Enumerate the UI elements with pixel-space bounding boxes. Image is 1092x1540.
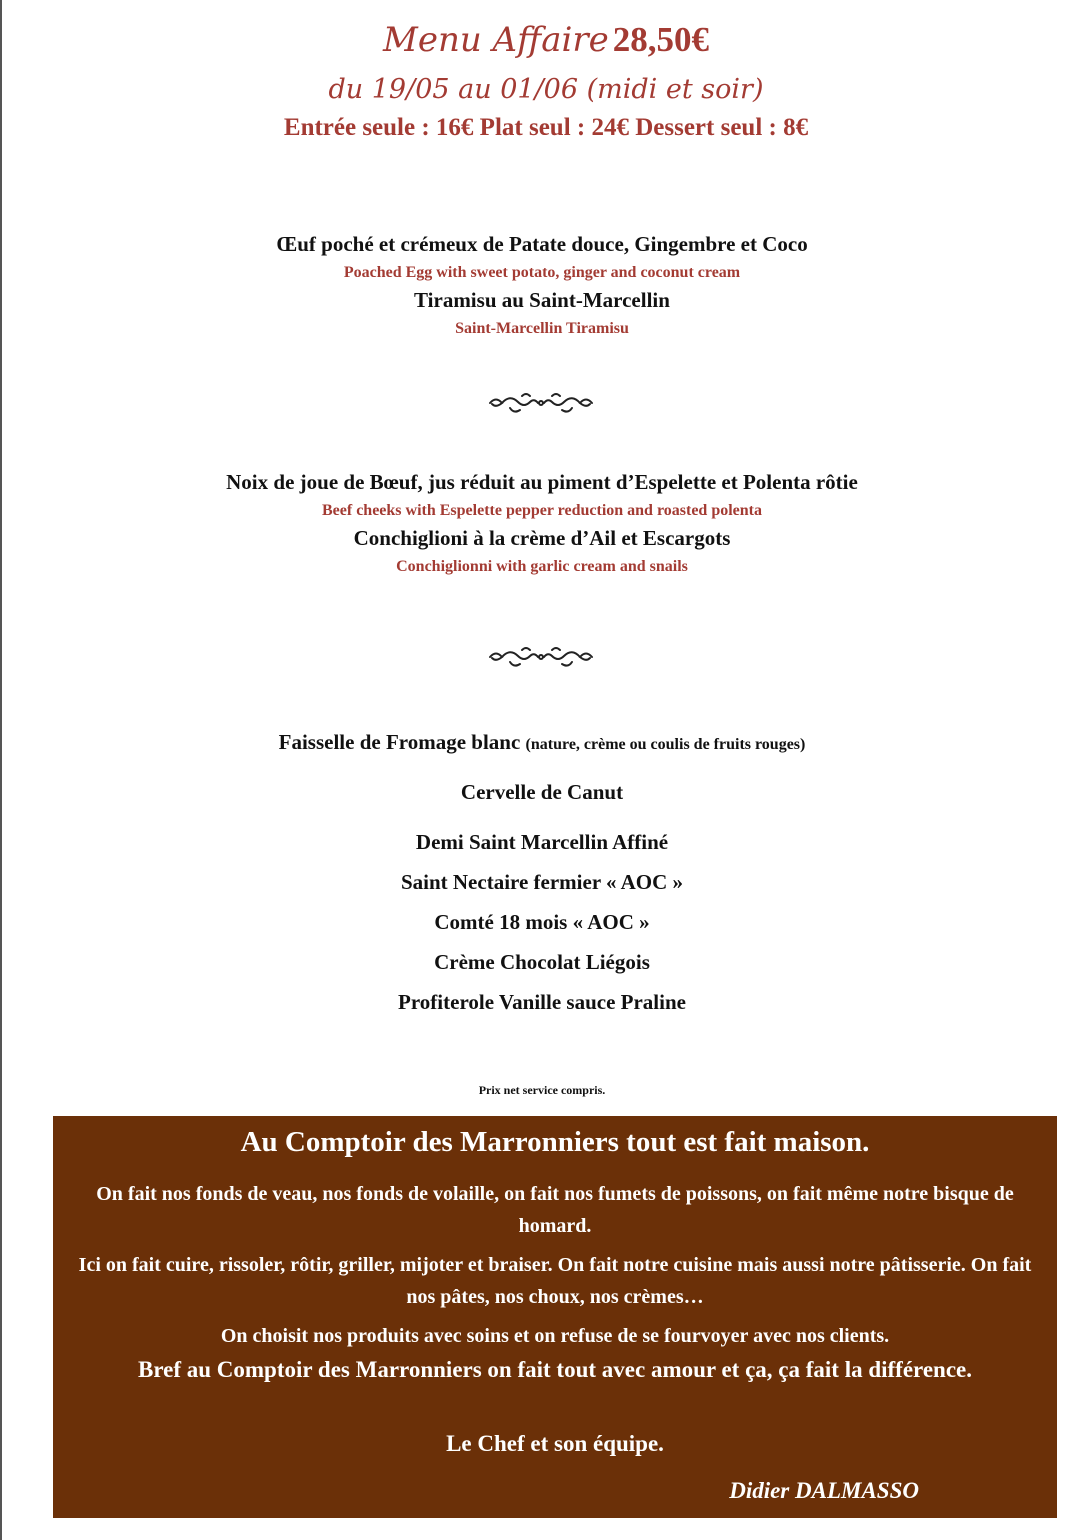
main-1-en: Beef cheeks with Espelette pepper reduction and roasted polenta [322,502,762,519]
dessert-item: Demi Saint Marcellin Affiné [415,830,669,854]
price-footnote: Prix net service compris. [478,1083,606,1097]
menu-title-script: Menu Affaire [383,20,609,60]
dessert-item: Saint Nectaire fermier « AOC » [400,870,684,894]
box-paragraph: On choisit nos produits avec soins et on refuse de se fourvoyer avec nos clients. [220,1325,890,1347]
box-paragraph: On fait nos fonds de veau, nos fonds de volaille, on fait nos fumets de poissons, on fait même notre bisque de homard. [96,1183,1014,1237]
dessert-item: Cervelle de Canut [460,780,624,804]
starter-1-en: Poached Egg with sweet potato, ginger and coconut cream [343,264,741,281]
dessert-faisselle [0,730,1084,755]
starter-2-fr: Tiramisu au Saint-Marcellin [414,288,670,312]
box-paragraph: Bref au Comptoir des Marronniers on fait tout avec amour et ça, ça fait la différence. [137,1357,973,1382]
box-chef-line: Le Chef et son équipe. [446,1431,664,1456]
ornament-divider-icon [486,642,596,672]
dessert-item: Comté 18 mois « AOC » [434,910,650,934]
box-paragraph: Ici on fait cuire, rissoler, rôtir, griller, mijoter et braiser. On fait notre cuisine mais aussi notre pâtisserie. On fait nos pâtes, nos choux, nos crèmes… [78,1254,1032,1308]
menu-title-price: 28,50€ [612,20,709,59]
dessert-item: Profiterole Vanille sauce Praline [398,990,686,1014]
ornament-divider-icon [486,388,596,418]
menu-prices-line: Entrée seule : 16€ Plat seul : 24€ Dessert seul : 8€ [283,114,809,141]
dessert-faisselle-label: Faisselle de Fromage blanc [278,730,521,754]
menu-dates: du 19/05 au 01/06 (midi et soir) [328,74,764,105]
dessert-faisselle-note: (nature, crème ou coulis de fruits rouges) [525,736,806,753]
dessert-item: Crème Chocolat Liégois [434,950,650,974]
menu-title [0,20,1092,60]
main-2-en: Conchiglionni with garlic cream and snails [396,558,688,575]
starter-1-fr: Œuf poché et crémeux de Patate douce, Gingembre et Coco [276,232,808,256]
main-1-fr: Noix de joue de Bœuf, jus réduit au piment d’Espelette et Polenta rôtie [226,470,858,494]
chef-signature: Didier DALMASSO [729,1478,919,1503]
main-2-fr: Conchiglioni à la crème d’Ail et Escargots [353,526,731,550]
house-made-box [53,1116,1057,1518]
box-headline: Au Comptoir des Marronniers tout est fait maison. [240,1126,870,1158]
starter-2-en: Saint-Marcellin Tiramisu [455,320,629,337]
